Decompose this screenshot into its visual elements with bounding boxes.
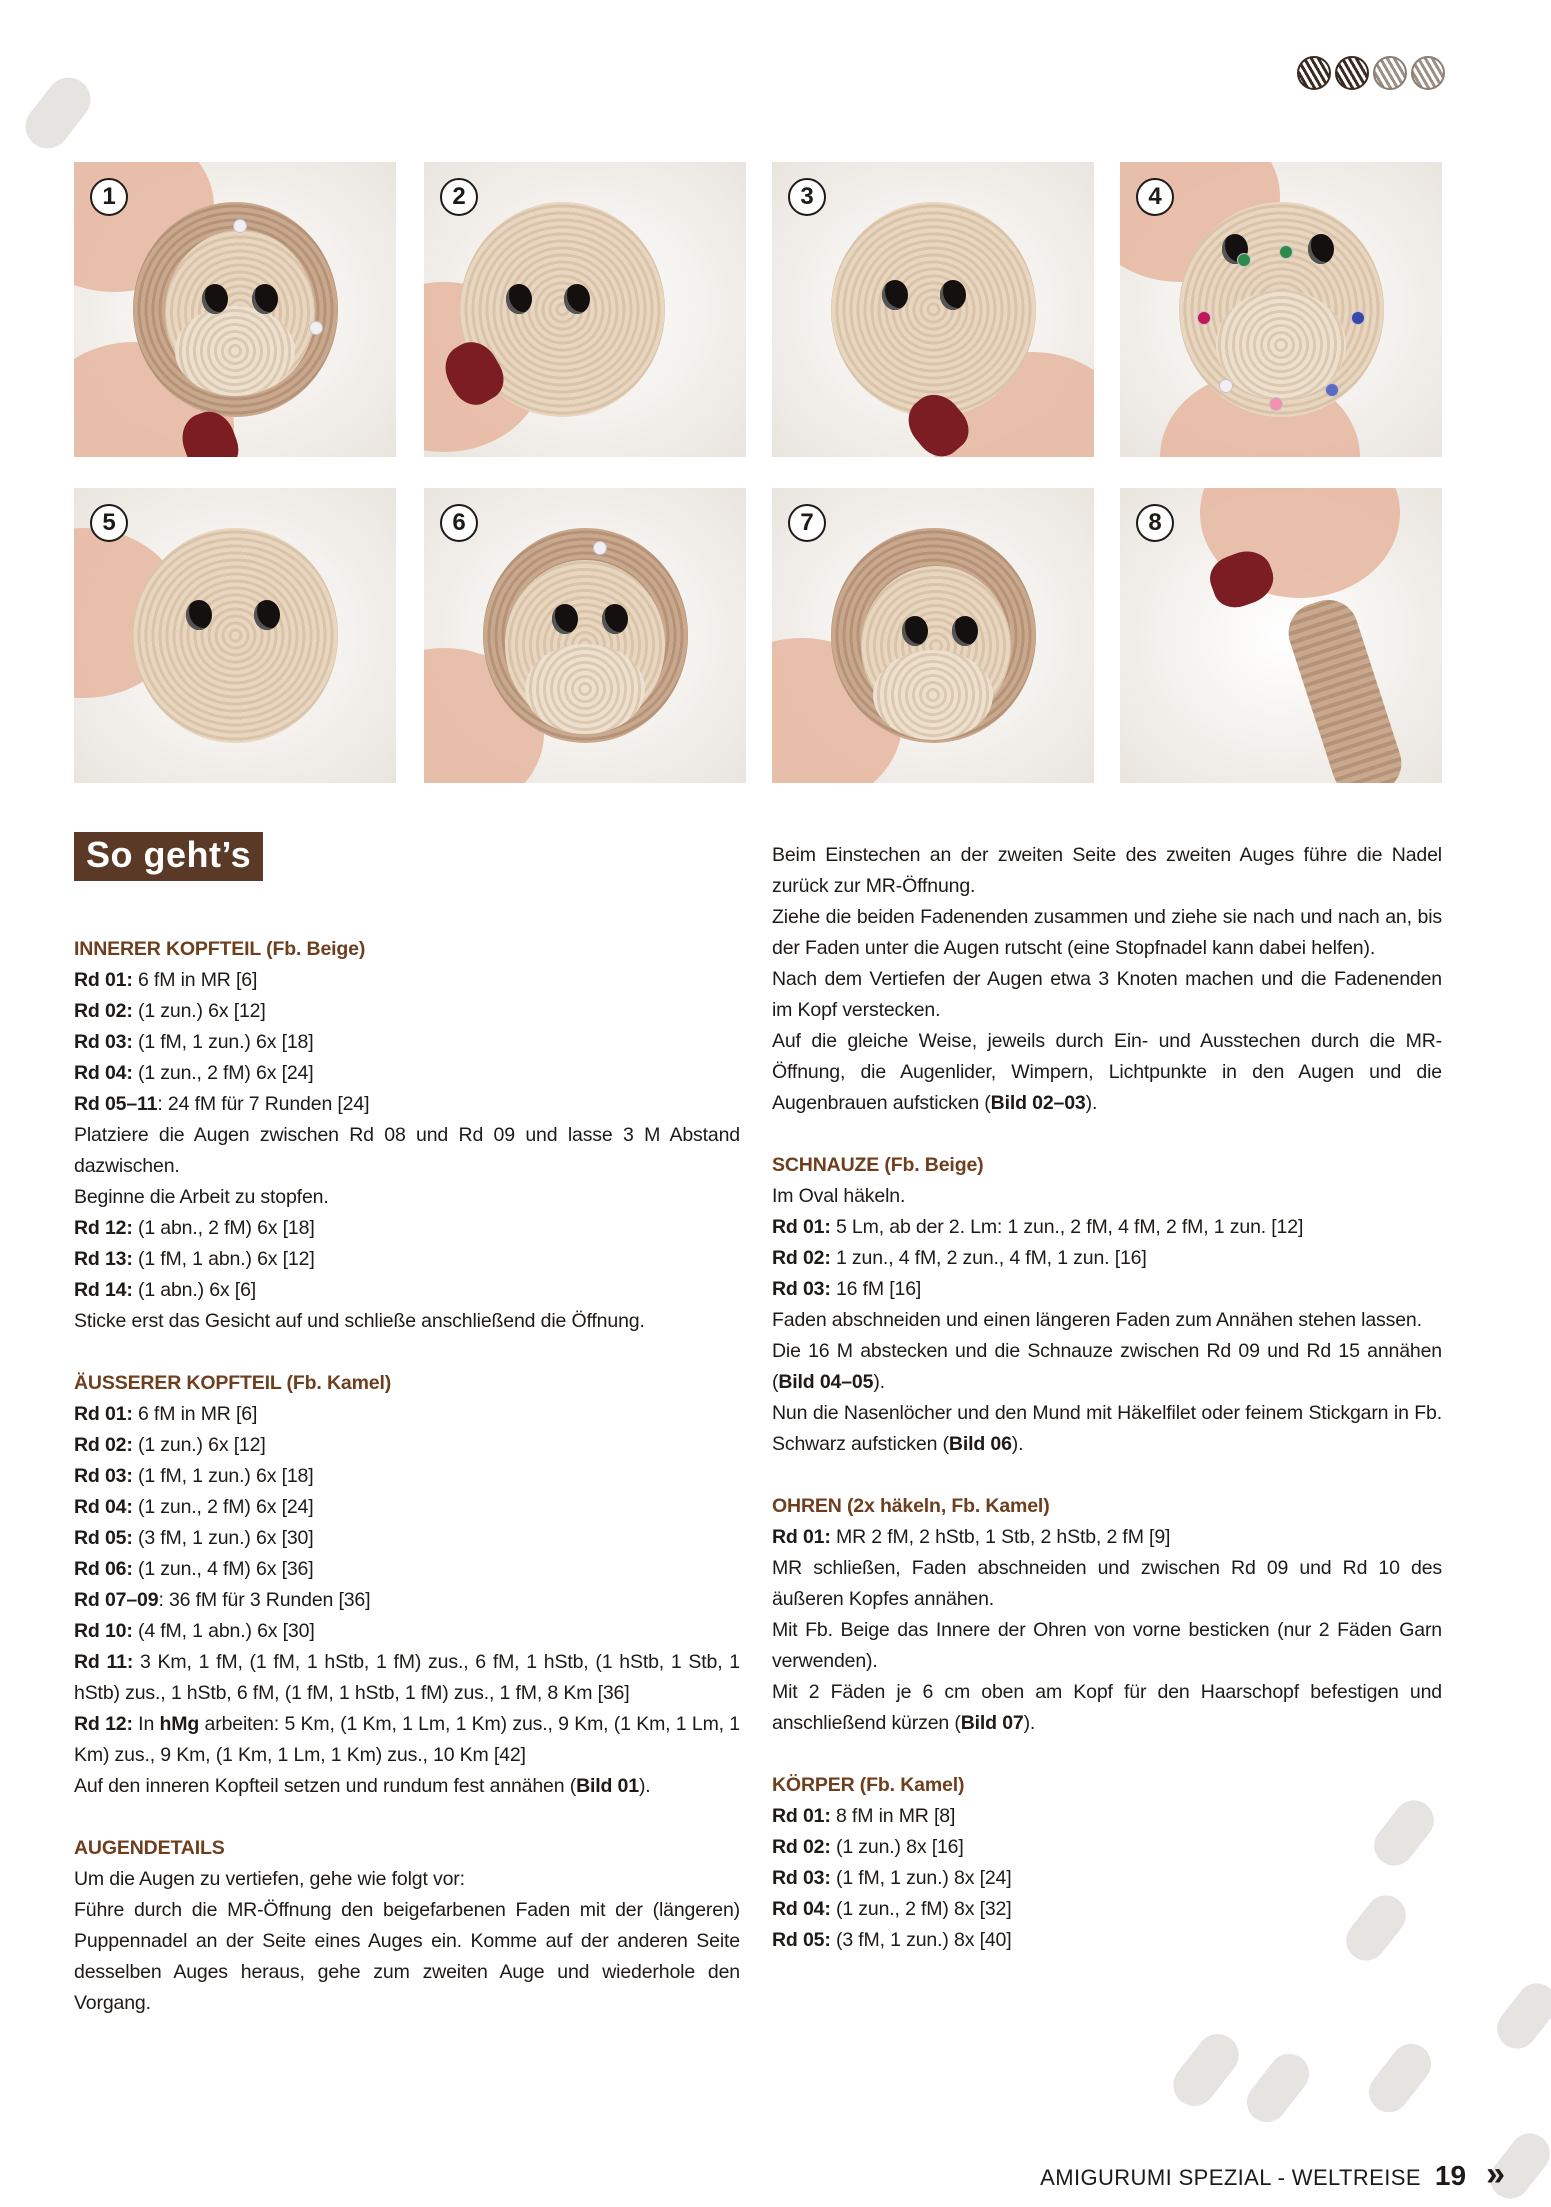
round-row: Rd 04: (1 zun., 2 fM) 8x [32] [772, 1898, 1012, 1920]
step-photo-2 [424, 162, 746, 457]
decor-dash-bottom-3 [1361, 2036, 1439, 2121]
next-page-arrow-icon[interactable]: » [1486, 2155, 1505, 2193]
round-row: Rd 01: 8 fM in MR [8] [772, 1805, 956, 1827]
step-number-badge: 1 [90, 178, 128, 216]
step-photo-1 [74, 162, 396, 457]
round-row: Rd 06: (1 zun., 4 fM) 6x [36] [74, 1558, 314, 1580]
step-photo-4 [1120, 162, 1442, 457]
round-row: Rd 07–09: 36 fM für 3 Runden [36] [74, 1589, 371, 1611]
instruction-text: Mit Fb. Beige das Innere der Ohren von vorne besticken (nur 2 Fäden Garn verwenden). [772, 1619, 1442, 1672]
decor-dash-bottom-1 [1165, 2026, 1247, 2115]
round-row: Rd 01: 6 fM in MR [6] [74, 1403, 258, 1425]
instruction-text: Faden abschneiden und einen längeren Faden zum Annähen stehen lassen. [772, 1309, 1422, 1331]
instruction-text: Die 16 M abstecken und die Schnauze zwischen Rd 09 und Rd 15 annähen (Bild 04–05). [772, 1340, 1442, 1393]
step-photo-5 [74, 488, 396, 783]
round-row: Rd 03: 16 fM [16] [772, 1278, 922, 1300]
instruction-text: Im Oval häkeln. [772, 1185, 906, 1207]
instruction-text: Auf die gleiche Weise, jeweils durch Ein- und Ausstechen durch die MR-Öffnung, die Augenlider, Wimpern, Lichtpunkte in den Augen und die Augenbrauen aufsticken (Bild 02–03). [772, 1030, 1442, 1114]
step-number-badge: 7 [788, 504, 826, 542]
section-title-snout: SCHNAUZE (Fb. Beige) [772, 1154, 984, 1176]
step-photo-6 [424, 488, 746, 783]
decor-dash-right-3 [1489, 1975, 1551, 2056]
instruction-text: Auf den inneren Kopfteil setzen und rundum fest annähen (Bild 01). [74, 1775, 651, 1797]
section-title-inner: INNERER KOPFTEIL (Fb. Beige) [74, 938, 366, 960]
yarn-ball-icon [1297, 56, 1331, 90]
round-row: Rd 04: (1 zun., 2 fM) 6x [24] [74, 1062, 314, 1084]
instruction-text: Nun die Nasenlöcher und den Mund mit Häkelfilet oder feinem Stickgarn in Fb. Schwarz aufsticken (Bild 06). [772, 1402, 1442, 1455]
page-footer [1040, 2155, 1505, 2194]
right-column [772, 840, 1442, 1956]
instruction-text: Beim Einstechen an der zweiten Seite des zweiten Auges führe die Nadel zurück zur MR-Öffnung. [772, 844, 1442, 897]
round-row: Rd 03: (1 fM, 1 zun.) 8x [24] [772, 1867, 1012, 1889]
round-row: Rd 10: (4 fM, 1 abn.) 6x [30] [74, 1620, 315, 1642]
decor-dash-top-left [17, 69, 100, 158]
section-title-ears: OHREN (2x häkeln, Fb. Kamel) [772, 1495, 1050, 1517]
round-row: Rd 05–11: 24 fM für 7 Runden [24] [74, 1093, 370, 1115]
section-title-eyes: AUGENDETAILS [74, 1837, 225, 1859]
magazine-title: AMIGURUMI SPEZIAL - WELTREISE [1040, 2165, 1421, 2190]
yarn-ball-icon [1373, 56, 1407, 90]
round-row: Rd 11: 3 Km, 1 fM, (1 fM, 1 hStb, 1 fM) zus., 6 fM, 1 hStb, (1 hStb, 1 Stb, 1 hStb) zus., 1 hStb, 6 fM, (1 fM, 1 hStb, 1 fM) zus., 1 fM, 8 Km [36] [74, 1651, 740, 1704]
round-row: Rd 02: (1 zun.) 8x [16] [772, 1836, 964, 1858]
round-row: Rd 01: 6 fM in MR [6] [74, 969, 258, 991]
round-row: Rd 02: (1 zun.) 6x [12] [74, 1434, 266, 1456]
yarn-ball-icon [1335, 56, 1369, 90]
step-number-badge: 5 [90, 504, 128, 542]
step-number-badge: 2 [440, 178, 478, 216]
step-photo-7 [772, 488, 1094, 783]
section-heading: So geht’s [74, 832, 263, 881]
step-number-badge: 3 [788, 178, 826, 216]
round-row: Rd 01: 5 Lm, ab der 2. Lm: 1 zun., 2 fM, 4 fM, 2 fM, 1 zun. [12] [772, 1216, 1304, 1238]
section-title-outer: ÄUSSERER KOPFTEIL (Fb. Kamel) [74, 1372, 392, 1394]
round-row: Rd 12: (1 abn., 2 fM) 6x [18] [74, 1217, 315, 1239]
round-row: Rd 12: In hMg arbeiten: 5 Km, (1 Km, 1 Lm, 1 Km) zus., 9 Km, (1 Km, 1 Lm, 1 Km) zus., 9 Km, (1 Km, 1 Lm, 1 Km) zus., 10 Km [42] [74, 1713, 741, 1766]
round-row: Rd 05: (3 fM, 1 zun.) 8x [40] [772, 1929, 1012, 1951]
step-number-badge: 4 [1136, 178, 1174, 216]
page-number: 19 [1434, 2160, 1467, 2191]
round-row: Rd 03: (1 fM, 1 zun.) 6x [18] [74, 1031, 314, 1053]
instruction-text: Nach dem Vertiefen der Augen etwa 3 Knoten machen und die Fadenenden im Kopf verstecken. [772, 968, 1442, 1021]
difficulty-yarn-icons [1297, 56, 1445, 90]
round-row: Rd 05: (3 fM, 1 zun.) 6x [30] [74, 1527, 314, 1549]
yarn-ball-icon [1411, 56, 1445, 90]
round-row: Rd 04: (1 zun., 2 fM) 6x [24] [74, 1496, 314, 1518]
instruction-text: MR schließen, Faden abschneiden und zwischen Rd 09 und Rd 10 des äußeren Kopfes annähen. [772, 1557, 1442, 1610]
instruction-text: Platziere die Augen zwischen Rd 08 und Rd 09 und lasse 3 M Abstand dazwischen. [74, 1124, 740, 1177]
round-row: Rd 02: 1 zun., 4 fM, 2 zun., 4 fM, 1 zun. [16] [772, 1247, 1147, 1269]
instruction-text: Um die Augen zu vertiefen, gehe wie folgt vor: [74, 1868, 465, 1890]
decor-dash-bottom-2 [1239, 2046, 1317, 2131]
round-row: Rd 13: (1 fM, 1 abn.) 6x [12] [74, 1248, 315, 1270]
instruction-text: Ziehe die beiden Fadenenden zusammen und ziehe sie nach und nach an, bis der Faden unter die Augen rutscht (eine Stopfnadel kann dabei helfen). [772, 906, 1442, 959]
round-row: Rd 03: (1 fM, 1 zun.) 6x [18] [74, 1465, 314, 1487]
left-column [74, 934, 740, 2019]
step-number-badge: 6 [440, 504, 478, 542]
round-row: Rd 01: MR 2 fM, 2 hStb, 1 Stb, 2 hStb, 2 fM [9] [772, 1526, 1171, 1548]
instruction-text: Führe durch die MR-Öffnung den beigefarbenen Faden mit der (längeren) Puppennadel an der Seite eines Auges ein. Komme auf der anderen Seite desselben Auges heraus, gehe zum zweiten Auge und wiederhole den Vorgang. [74, 1899, 740, 2014]
round-row: Rd 02: (1 zun.) 6x [12] [74, 1000, 266, 1022]
step-number-badge: 8 [1136, 504, 1174, 542]
instruction-text: Mit 2 Fäden je 6 cm oben am Kopf für den Haarschopf befestigen und anschließend kürzen (Bild 07). [772, 1681, 1442, 1734]
instruction-text: Sticke erst das Gesicht auf und schließe anschließend die Öffnung. [74, 1310, 645, 1332]
section-title-body: KÖRPER (Fb. Kamel) [772, 1774, 965, 1796]
round-row: Rd 14: (1 abn.) 6x [6] [74, 1279, 257, 1301]
instruction-text: Beginne die Arbeit zu stopfen. [74, 1186, 329, 1208]
step-photo-8 [1120, 488, 1442, 783]
step-photo-3 [772, 162, 1094, 457]
